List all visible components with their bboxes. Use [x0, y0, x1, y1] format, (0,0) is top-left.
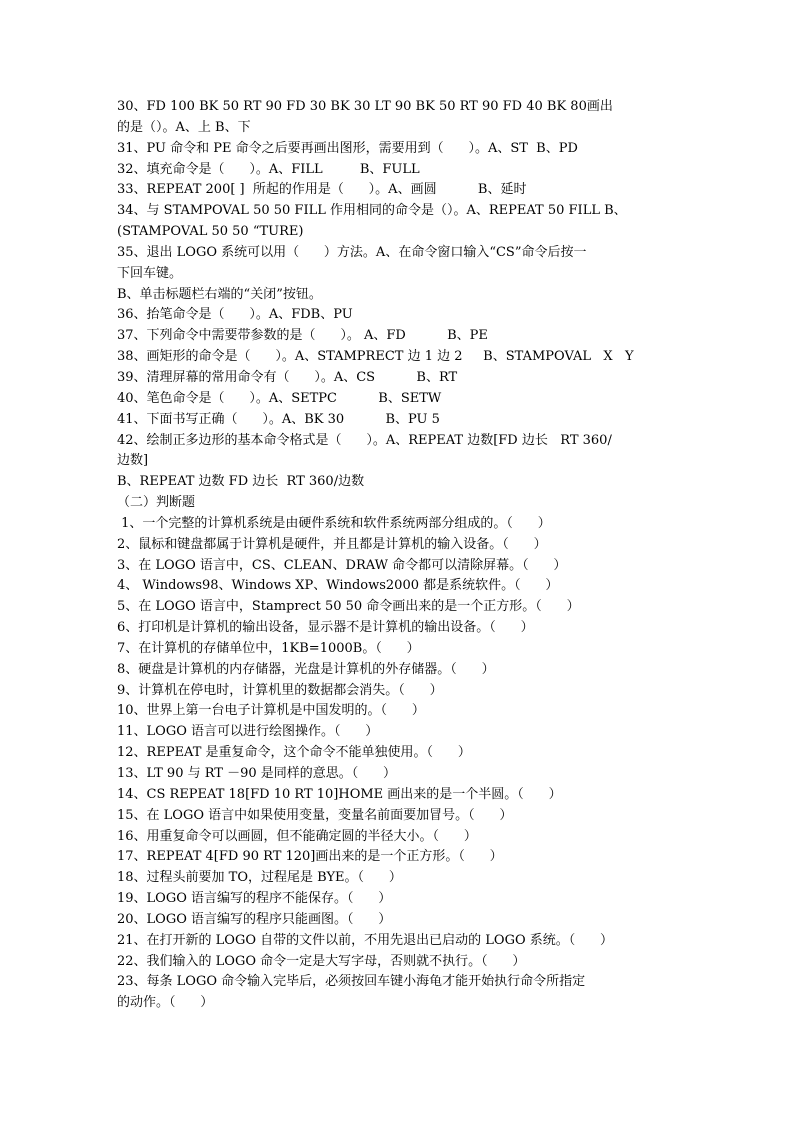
- text-line: 40、笔色命令是（ ）。A、SETPC B、SETW: [117, 390, 442, 406]
- text-line: 4、 Windows98、Windows XP、Windows2000 都是系统软件。（ ）: [117, 578, 559, 594]
- text-line: 13、LT 90 与 RT －90 是同样的意思。（ ）: [117, 766, 397, 781]
- document-page: [117, 97, 683, 1014]
- text-line: B、REPEAT 边数 FD 边长 RT 360/边数: [117, 474, 365, 490]
- text-line: 15、在 LOGO 语言中如果使用变量，变量名前面要加冒号。（ ）: [117, 807, 513, 823]
- section-heading: （二）判断题: [117, 495, 196, 511]
- text-line: 33、REPEAT 200[ ] 所起的作用是（ ）。A、画圆 B、延时: [117, 182, 527, 198]
- text-line: 21、在打开新的 LOGO 自带的文件以前，不用先退出已启动的 LOGO 系统。（ ）: [117, 932, 614, 948]
- text-line: 17、REPEAT 4[FD 90 RT 120]画出来的是一个正方形。（ ）: [117, 849, 503, 865]
- text-line: 下回车键。: [117, 265, 183, 281]
- text-line: 41、下面书写正确（ ）。A、BK 30 B、PU 5: [117, 411, 440, 427]
- text-line: 22、我们输入的 LOGO 命令一定是大写字母，否则就不执行。（ ）: [117, 953, 526, 969]
- text-line: 32、填充命令是（ ）。A、FILL B、FULL: [117, 161, 420, 177]
- text-line: 10、世界上第一台电子计算机是中国发明的。（ ）: [117, 703, 425, 719]
- text-line: 1、一个完整的计算机系统是由硬件系统和软件系统两部分组成的。（ ）: [117, 515, 551, 531]
- text-line: 12、REPEAT 是重复命令，这个命令不能单独使用。（ ）: [117, 745, 471, 761]
- text-line: 的动作。（ ）: [117, 995, 214, 1011]
- text-line: 16、用重复命令可以画圆，但不能确定圆的半径大小。（ ）: [117, 828, 477, 844]
- text-line: 边数]: [117, 453, 149, 469]
- text-line: 6、打印机是计算机的输出设备，显示器不是计算机的输出设备。（ ）: [117, 620, 534, 636]
- text-line: (STAMPOVAL 50 50 “TURE): [117, 224, 304, 240]
- text-line: 2、鼠标和键盘都属于计算机是硬件，并且都是计算机的输入设备。（ ）: [117, 536, 547, 552]
- text-line: 42、绘制正多边形的基本命令格式是（ ）。A、REPEAT 边数[FD 边长 RT 360/: [117, 432, 612, 448]
- text-line: 36、抬笔命令是（ ）。A、FDB、PU: [117, 307, 353, 323]
- text-line: 34、与 STAMPOVAL 50 50 FILL 作用相同的命令是（）。A、REPEAT 50 FILL B、: [117, 203, 627, 219]
- text-line: 30、FD 100 BK 50 RT 90 FD 30 BK 30 LT 90 BK 50 RT 90 FD 40 BK 80画出: [117, 99, 613, 114]
- text-line: 37、下列命令中需要带参数的是（ ）。 A、FD B、PE: [117, 328, 488, 344]
- text-line: 38、画矩形的命令是（ ）。A、STAMPRECT 边 1 边 2 B、STAMPOVAL X Y: [117, 349, 634, 365]
- text-line: 39、清理屏幕的常用命令有（ ）。A、CS B、RT: [117, 369, 458, 385]
- text-line: 35、退出 LOGO 系统可以用（ ）方法。A、在命令窗口输入“CS”命令后按一: [117, 244, 587, 260]
- text-line: 7、在计算机的存储单位中，1KB=1000B。（ ）: [117, 640, 420, 656]
- text-line: 3、在 LOGO 语言中，CS、CLEAN、DRAW 命令都可以清除屏幕。（ ）: [117, 557, 567, 573]
- text-line: 19、LOGO 语言编写的程序不能保存。（ ）: [117, 891, 392, 907]
- text-line: 14、CS REPEAT 18[FD 10 RT 10]HOME 画出来的是一个半圆。（ ）: [117, 786, 562, 802]
- text-line: 9、计算机在停电时，计算机里的数据都会消失。（ ）: [117, 682, 443, 698]
- text-line: 5、在 LOGO 语言中，Stamprect 50 50 命令画出来的是一个正方形。（ ）: [117, 599, 580, 615]
- text-line: 18、过程头前要加 TO，过程尾是 BYE。（ ）: [117, 870, 402, 886]
- text-line: 20、LOGO 语言编写的程序只能画图。（ ）: [117, 911, 392, 927]
- text-line: 的是（）。A、上 B、下: [117, 119, 251, 135]
- text-line: B、单击标题栏右端的“关闭”按钮。: [117, 286, 322, 302]
- text-line: 31、PU 命令和 PE 命令之后要再画出图形，需要用到（ ）。A、ST B、PD: [117, 140, 578, 156]
- text-line: 11、LOGO 语言可以进行绘图操作。（ ）: [117, 724, 379, 740]
- text-line: 8、硬盘是计算机的内存储器，光盘是计算机的外存储器。（ ）: [117, 661, 495, 677]
- text-line: 23、每条 LOGO 命令输入完毕后，必须按回车键小海龟才能开始执行命令所指定: [117, 974, 586, 990]
